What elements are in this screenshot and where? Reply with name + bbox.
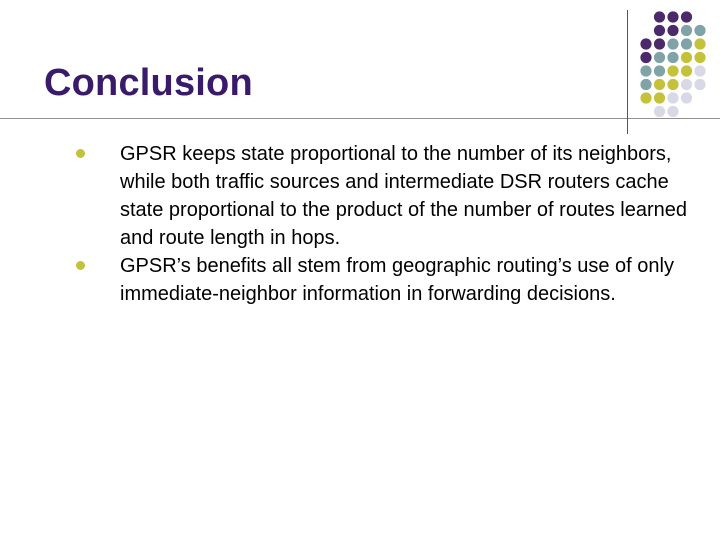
decorative-dot: [640, 65, 651, 76]
decorative-dot: [667, 106, 678, 117]
decorative-dot: [667, 52, 678, 63]
decorative-dot: [681, 25, 692, 36]
decorative-dot: [667, 79, 678, 90]
decorative-dot: [654, 38, 665, 49]
decorative-dot: [681, 92, 692, 103]
decorative-dot: [694, 79, 705, 90]
decorative-dot: [667, 25, 678, 36]
decorative-dot: [681, 38, 692, 49]
decorative-dot: [654, 65, 665, 76]
decorative-dot: [667, 65, 678, 76]
bullet-marker-icon: [76, 149, 85, 158]
decorative-dot: [640, 92, 651, 103]
slide-title: Conclusion: [44, 62, 253, 104]
decorative-dot: [654, 106, 665, 117]
decorative-dot: [694, 25, 705, 36]
decorative-dot: [667, 38, 678, 49]
decorative-dot: [640, 79, 651, 90]
decorative-dot: [667, 92, 678, 103]
decorative-dot: [681, 52, 692, 63]
decorative-dot: [681, 79, 692, 90]
decorative-dot: [640, 52, 651, 63]
decorative-dot: [654, 92, 665, 103]
bullet-text: GPSR keeps state proportional to the number of its neighbors, while both traffic sources and intermediate DSR routers cache state proportional to the product of the number of routes learned and route length in hops.: [120, 143, 688, 249]
decorative-dot-grid: [640, 11, 720, 121]
decorative-dot: [654, 52, 665, 63]
bullet-list: [76, 140, 696, 308]
decorative-dot: [681, 11, 692, 22]
decorative-dot: [681, 65, 692, 76]
decorative-dot: [654, 25, 665, 36]
decorative-dot: [694, 38, 705, 49]
title-divider: [0, 118, 720, 119]
decorative-dot: [694, 65, 705, 76]
decorative-vertical-divider: [627, 10, 628, 134]
decorative-dot: [654, 11, 665, 22]
bullet-item: [76, 140, 696, 252]
bullet-item: [76, 252, 696, 308]
decorative-dot: [640, 38, 651, 49]
bullet-text: GPSR’s benefits all stem from geographic routing’s use of only immediate-neighbor information in forwarding decisions.: [120, 255, 674, 305]
bullet-marker-icon: [76, 261, 85, 270]
decorative-dot: [694, 52, 705, 63]
decorative-dot: [667, 11, 678, 22]
decorative-dot: [654, 79, 665, 90]
